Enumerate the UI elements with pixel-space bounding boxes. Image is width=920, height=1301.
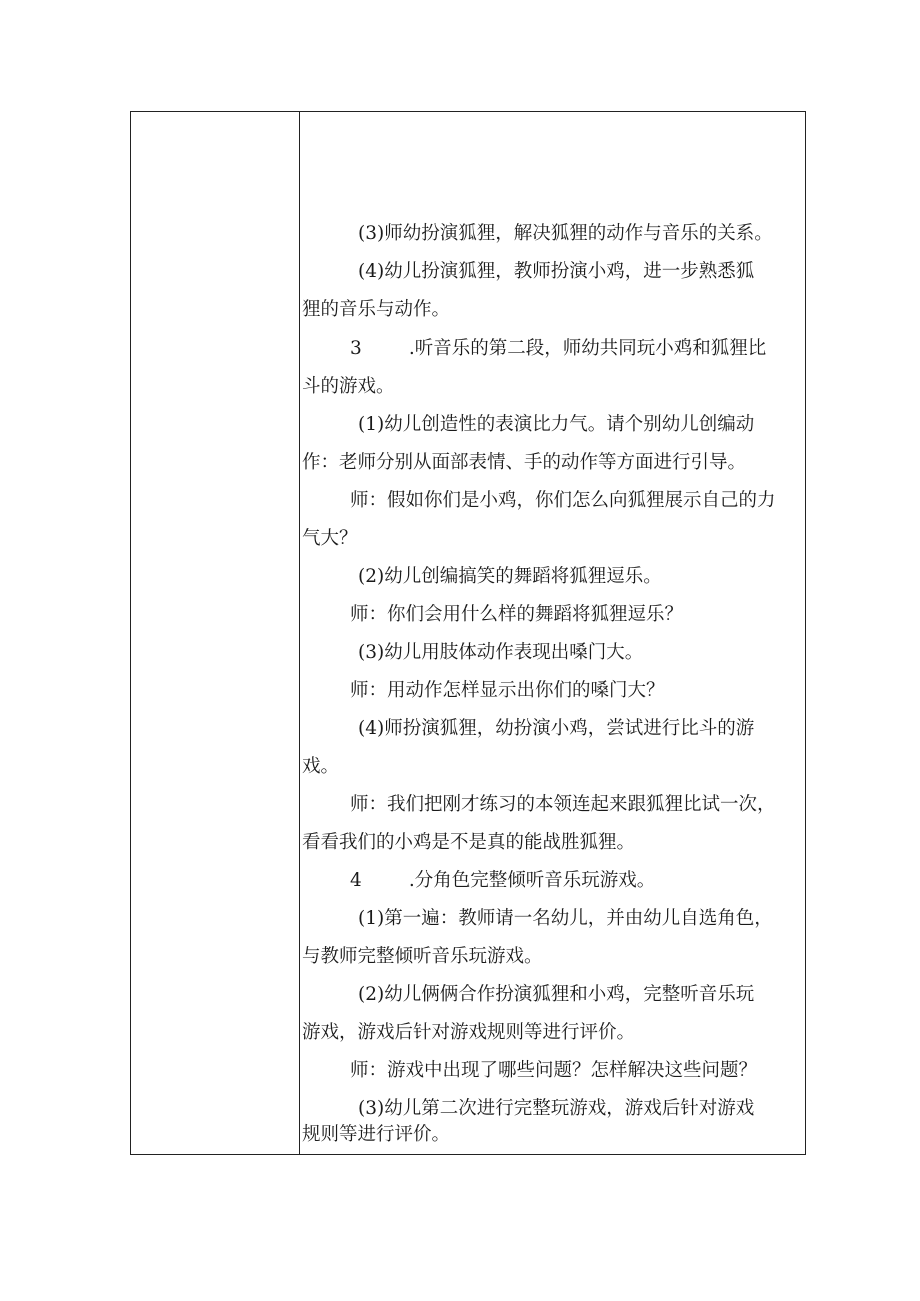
text-line: 斗的游戏。	[302, 376, 395, 397]
text-line: (1)第一遍：教师请一名幼儿，并由幼儿自选角色，	[358, 908, 773, 929]
text-line: 作：老师分别从面部表情、手的动作等方面进行引导。	[302, 452, 747, 473]
left-column-cell	[131, 112, 300, 1154]
text-line: 游戏，游戏后针对游戏规则等进行评价。	[302, 1022, 636, 1043]
text-line: 规则等进行评价。	[302, 1124, 451, 1145]
text-line: 师：游戏中出现了哪些问题？怎样解决这些问题？	[350, 1060, 758, 1081]
text-line: (3)幼儿第二次进行完整玩游戏，游戏后针对游戏	[358, 1098, 755, 1119]
text-line: (4)幼儿扮演狐狸，教师扮演小鸡，进一步熟悉狐	[358, 261, 755, 282]
text-line: 师：用动作怎样显示出你们的嗓门大？	[350, 680, 665, 701]
text-line: 3 .听音乐的第二段，师幼共同玩小鸡和狐狸比	[350, 338, 767, 359]
text-line: (2)幼儿创编搞笑的舞蹈将狐狸逗乐。	[358, 566, 662, 587]
text-line: 狸的音乐与动作。	[302, 299, 451, 320]
text-line: 与教师完整倾听音乐玩游戏。	[302, 946, 543, 967]
text-line: 师：假如你们是小鸡，你们怎么向狐狸展示自己的力	[350, 490, 776, 511]
text-line: 戏。	[302, 756, 340, 777]
text-line: (1)幼儿创造性的表演比力气。请个别幼儿创编动	[358, 414, 755, 435]
text-line: 看看我们的小鸡是不是真的能战胜狐狸。	[302, 832, 636, 853]
text-line: 师：我们把刚才练习的本领连起来跟狐狸比试一次，	[350, 794, 776, 815]
document-table	[130, 111, 806, 1155]
text-line: (2)幼儿俩俩合作扮演狐狸和小鸡，完整听音乐玩	[358, 984, 755, 1005]
text-line: (4)师扮演狐狸，幼扮演小鸡，尝试进行比斗的游	[358, 718, 755, 739]
text-line: (3)幼儿用肢体动作表现出嗓门大。	[358, 642, 644, 663]
text-line: 师：你们会用什么样的舞蹈将狐狸逗乐？	[350, 604, 684, 625]
text-line: 4 .分角色完整倾听音乐玩游戏。	[350, 870, 656, 891]
text-line: (3)师幼扮演狐狸，解决狐狸的动作与音乐的关系。	[358, 223, 773, 244]
right-column-cell	[300, 112, 805, 1154]
text-line: 气大？	[302, 528, 358, 549]
